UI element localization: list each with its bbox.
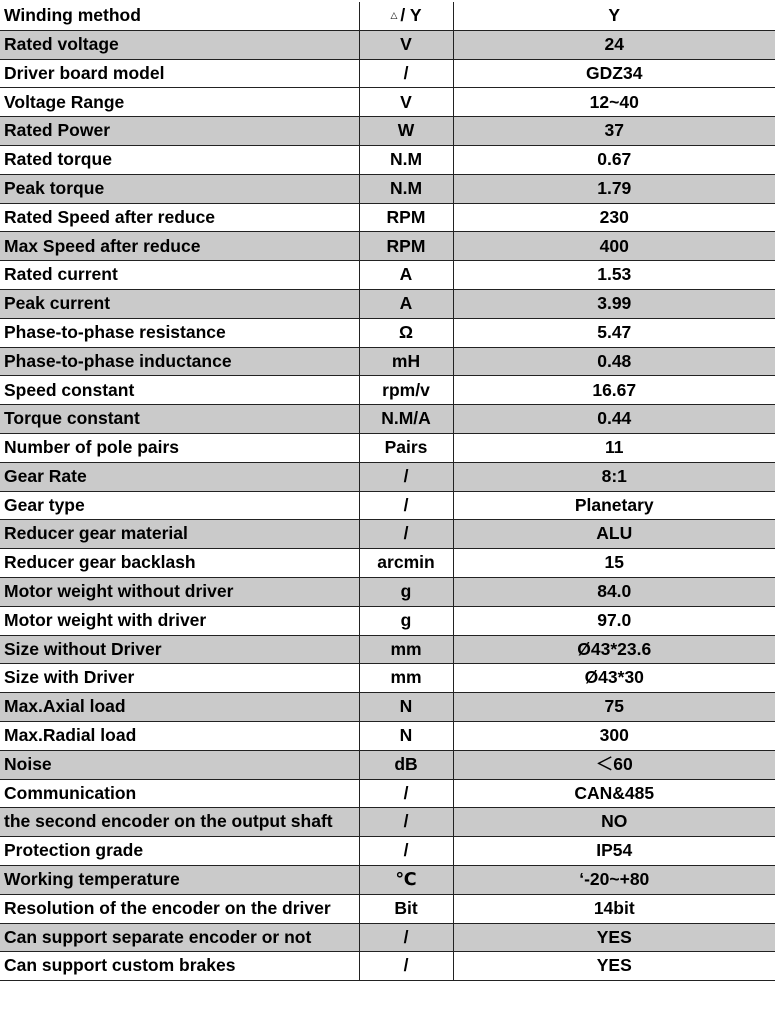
unit-cell <box>359 549 453 578</box>
parameter-cell <box>0 808 359 837</box>
parameter-cell <box>0 635 359 664</box>
unit-label: V <box>400 91 412 112</box>
parameter-cell <box>0 117 359 146</box>
unit-label: W <box>397 120 415 141</box>
value-cell <box>453 289 775 318</box>
value-cell <box>453 923 775 952</box>
unit-label: mm <box>390 667 422 688</box>
parameter-label: the second encoder on the output shaft <box>4 811 333 832</box>
unit-cell <box>359 635 453 664</box>
parameter-cell <box>0 232 359 261</box>
value-cell <box>453 865 775 894</box>
unit-cell <box>359 491 453 520</box>
value-cell <box>453 2 775 30</box>
parameter-label: Peak torque <box>4 177 105 198</box>
unit-label: g <box>400 581 412 602</box>
parameter-label: Motor weight with driver <box>4 609 207 630</box>
value-cell <box>453 462 775 491</box>
unit-cell <box>359 318 453 347</box>
parameter-label: Rated torque <box>4 149 112 170</box>
unit-cell <box>359 750 453 779</box>
value-cell <box>453 347 775 376</box>
value-label: 11 <box>605 437 624 458</box>
value-cell <box>453 376 775 405</box>
unit-cell <box>359 203 453 232</box>
table-row <box>0 2 775 30</box>
parameter-cell <box>0 837 359 866</box>
parameter-cell <box>0 145 359 174</box>
parameter-label: Phase-to-phase resistance <box>4 321 226 342</box>
unit-label: / <box>403 782 409 803</box>
value-label: 14bit <box>593 897 635 918</box>
parameter-cell <box>0 923 359 952</box>
parameter-label: Reducer gear material <box>4 523 188 544</box>
value-cell <box>453 721 775 750</box>
parameter-cell <box>0 693 359 722</box>
parameter-cell <box>0 289 359 318</box>
table-row <box>0 606 775 635</box>
table-row <box>0 808 775 837</box>
unit-cell <box>359 433 453 462</box>
table-row <box>0 837 775 866</box>
parameter-label: Communication <box>4 782 137 803</box>
parameter-cell <box>0 894 359 923</box>
unit-cell <box>359 405 453 434</box>
value-cell <box>453 606 775 635</box>
parameter-label: Gear type <box>4 494 85 515</box>
unit-label: / <box>403 955 409 976</box>
unit-cell <box>359 520 453 549</box>
unit-label: / <box>403 840 409 861</box>
unit-label: N <box>399 696 413 717</box>
parameter-cell <box>0 606 359 635</box>
unit-cell <box>359 837 453 866</box>
unit-label: / <box>403 465 409 486</box>
parameter-cell <box>0 462 359 491</box>
table-row <box>0 433 775 462</box>
value-label: 75 <box>604 696 624 717</box>
value-label: 0.48 <box>597 350 632 371</box>
value-cell <box>453 59 775 88</box>
table-row <box>0 462 775 491</box>
table-row <box>0 59 775 88</box>
unit-cell <box>359 88 453 117</box>
parameter-label: Phase-to-phase inductance <box>4 350 232 371</box>
unit-label: Bit <box>394 897 418 918</box>
parameter-label: Voltage Range <box>4 91 125 112</box>
value-cell <box>453 635 775 664</box>
unit-cell <box>359 664 453 693</box>
value-label: 1.79 <box>597 177 632 198</box>
value-label: 24 <box>604 33 624 54</box>
parameter-cell <box>0 952 359 981</box>
unit-label: N.M/A <box>381 408 431 429</box>
unit-label: V <box>400 33 412 54</box>
value-cell <box>453 405 775 434</box>
value-cell <box>453 750 775 779</box>
unit-cell <box>359 232 453 261</box>
value-cell <box>453 174 775 203</box>
parameter-label: Motor weight without driver <box>4 581 234 602</box>
value-label: ALU <box>596 523 633 544</box>
parameter-label: Max.Radial load <box>4 725 137 746</box>
unit-cell <box>359 865 453 894</box>
value-label: 0.44 <box>597 408 632 429</box>
value-label: NO <box>601 811 628 832</box>
value-label: 12~40 <box>589 91 639 112</box>
table-row <box>0 376 775 405</box>
value-label: Y <box>608 5 621 26</box>
parameter-cell <box>0 721 359 750</box>
unit-label: / <box>403 523 409 544</box>
value-label: 15 <box>604 552 624 573</box>
unit-cell <box>359 462 453 491</box>
unit-cell <box>359 721 453 750</box>
value-cell <box>453 952 775 981</box>
unit-label: mH <box>391 350 421 371</box>
table-row <box>0 750 775 779</box>
value-label: ＜60 <box>595 753 633 774</box>
value-label: 5.47 <box>597 321 632 342</box>
parameter-label: Size without Driver <box>4 638 162 659</box>
table-row <box>0 261 775 290</box>
parameter-cell <box>0 347 359 376</box>
table-row <box>0 174 775 203</box>
value-cell <box>453 433 775 462</box>
value-label: CAN&485 <box>574 782 655 803</box>
unit-label: / Y <box>400 5 422 26</box>
unit-label: RPM <box>386 206 426 227</box>
parameter-label: Reducer gear backlash <box>4 552 196 573</box>
table-row <box>0 865 775 894</box>
unit-cell <box>359 779 453 808</box>
parameter-cell <box>0 318 359 347</box>
unit-label: mm <box>390 638 422 659</box>
unit-cell <box>359 693 453 722</box>
value-cell <box>453 520 775 549</box>
value-label: YES <box>596 955 632 976</box>
value-cell <box>453 88 775 117</box>
unit-cell <box>359 59 453 88</box>
table-row <box>0 405 775 434</box>
parameter-label: Can support separate encoder or not <box>4 926 312 947</box>
spec-table-body <box>0 2 775 981</box>
unit-label: Pairs <box>384 437 428 458</box>
table-row <box>0 203 775 232</box>
value-cell <box>453 145 775 174</box>
unit-label: N.M <box>389 177 423 198</box>
unit-label: / <box>403 926 409 947</box>
parameter-label: Size with Driver <box>4 667 135 688</box>
unit-cell <box>359 577 453 606</box>
table-row <box>0 232 775 261</box>
table-row <box>0 289 775 318</box>
unit-cell <box>359 894 453 923</box>
parameter-label: Max.Axial load <box>4 696 126 717</box>
unit-label: / <box>403 811 409 832</box>
unit-label: / <box>403 494 409 515</box>
parameter-cell <box>0 433 359 462</box>
table-row <box>0 549 775 578</box>
unit-cell <box>359 117 453 146</box>
value-label: 97.0 <box>597 609 632 630</box>
unit-cell <box>359 289 453 318</box>
table-row <box>0 30 775 59</box>
delta-icon: △ <box>390 10 398 21</box>
value-cell <box>453 261 775 290</box>
table-row <box>0 635 775 664</box>
parameter-label: Winding method <box>4 5 141 26</box>
parameter-cell <box>0 664 359 693</box>
table-row <box>0 117 775 146</box>
unit-cell <box>359 145 453 174</box>
unit-label: / <box>403 62 409 83</box>
value-label: Ø43*23.6 <box>577 638 652 659</box>
parameter-label: Rated Speed after reduce <box>4 206 216 227</box>
value-label: Planetary <box>574 494 654 515</box>
parameter-label: Rated voltage <box>4 33 119 54</box>
parameter-cell <box>0 203 359 232</box>
table-row <box>0 664 775 693</box>
table-row <box>0 318 775 347</box>
unit-label: A <box>399 264 413 285</box>
parameter-label: Rated Power <box>4 120 110 141</box>
unit-cell <box>359 376 453 405</box>
parameter-cell <box>0 549 359 578</box>
unit-label: dB <box>394 753 418 774</box>
parameter-label: Resolution of the encoder on the driver <box>4 897 331 918</box>
unit-label: g <box>400 609 412 630</box>
parameter-cell <box>0 577 359 606</box>
unit-cell <box>359 347 453 376</box>
parameter-cell <box>0 520 359 549</box>
table-row <box>0 347 775 376</box>
value-cell <box>453 491 775 520</box>
parameter-cell <box>0 2 359 30</box>
value-label: GDZ34 <box>586 62 643 83</box>
value-label: 84.0 <box>597 581 632 602</box>
table-row <box>0 894 775 923</box>
value-cell <box>453 808 775 837</box>
table-row <box>0 491 775 520</box>
unit-cell <box>359 808 453 837</box>
parameter-label: Max Speed after reduce <box>4 235 201 256</box>
value-cell <box>453 232 775 261</box>
value-cell <box>453 117 775 146</box>
value-cell <box>453 577 775 606</box>
unit-label: RPM <box>386 235 426 256</box>
unit-cell <box>359 2 453 30</box>
parameter-label: Driver board model <box>4 62 165 83</box>
unit-label: N <box>399 725 413 746</box>
value-cell <box>453 837 775 866</box>
parameter-cell <box>0 779 359 808</box>
parameter-label: Noise <box>4 753 52 774</box>
value-cell <box>453 693 775 722</box>
parameter-label: Rated current <box>4 264 118 285</box>
parameter-label: Peak current <box>4 293 111 314</box>
table-row <box>0 145 775 174</box>
value-cell <box>453 318 775 347</box>
unit-label: N.M <box>389 149 423 170</box>
value-cell <box>453 549 775 578</box>
unit-cell <box>359 923 453 952</box>
value-cell <box>453 664 775 693</box>
parameter-cell <box>0 174 359 203</box>
unit-label: rpm/v <box>382 379 430 400</box>
parameter-cell <box>0 750 359 779</box>
value-label: 37 <box>604 120 624 141</box>
value-label: 3.99 <box>597 293 632 314</box>
table-row <box>0 693 775 722</box>
value-label: 400 <box>599 235 629 256</box>
parameter-label: Number of pole pairs <box>4 437 180 458</box>
value-label: 0.67 <box>597 149 632 170</box>
table-row <box>0 923 775 952</box>
unit-cell <box>359 174 453 203</box>
parameter-cell <box>0 59 359 88</box>
value-label: ‘-20~+80 <box>579 869 650 890</box>
table-row <box>0 520 775 549</box>
parameter-cell <box>0 865 359 894</box>
value-label: Ø43*30 <box>584 667 644 688</box>
unit-cell <box>359 30 453 59</box>
parameter-label: Working temperature <box>4 869 180 890</box>
value-cell <box>453 779 775 808</box>
parameter-label: Protection grade <box>4 840 144 861</box>
value-label: IP54 <box>596 840 633 861</box>
parameter-cell <box>0 376 359 405</box>
value-label: 300 <box>599 725 629 746</box>
value-label: 230 <box>599 206 629 227</box>
value-label: 16.67 <box>592 379 637 400</box>
unit-label: A <box>399 293 413 314</box>
parameter-cell <box>0 261 359 290</box>
table-row <box>0 952 775 981</box>
value-cell <box>453 894 775 923</box>
value-label: 8:1 <box>601 465 627 486</box>
value-cell <box>453 30 775 59</box>
parameter-label: Gear Rate <box>4 465 87 486</box>
parameter-cell <box>0 405 359 434</box>
unit-cell <box>359 261 453 290</box>
spec-table <box>0 2 775 981</box>
table-row <box>0 721 775 750</box>
parameter-cell <box>0 30 359 59</box>
parameter-label: Can support custom brakes <box>4 955 236 976</box>
unit-cell <box>359 606 453 635</box>
unit-label: ℃ <box>395 869 417 890</box>
value-cell <box>453 203 775 232</box>
unit-label: Ω <box>398 321 414 342</box>
table-row <box>0 88 775 117</box>
parameter-cell <box>0 491 359 520</box>
parameter-label: Speed constant <box>4 379 135 400</box>
unit-cell <box>359 952 453 981</box>
parameter-cell <box>0 88 359 117</box>
parameter-label: Torque constant <box>4 408 140 429</box>
table-row <box>0 577 775 606</box>
unit-label: arcmin <box>377 552 435 573</box>
value-label: 1.53 <box>597 264 632 285</box>
table-row <box>0 779 775 808</box>
value-label: YES <box>596 926 632 947</box>
